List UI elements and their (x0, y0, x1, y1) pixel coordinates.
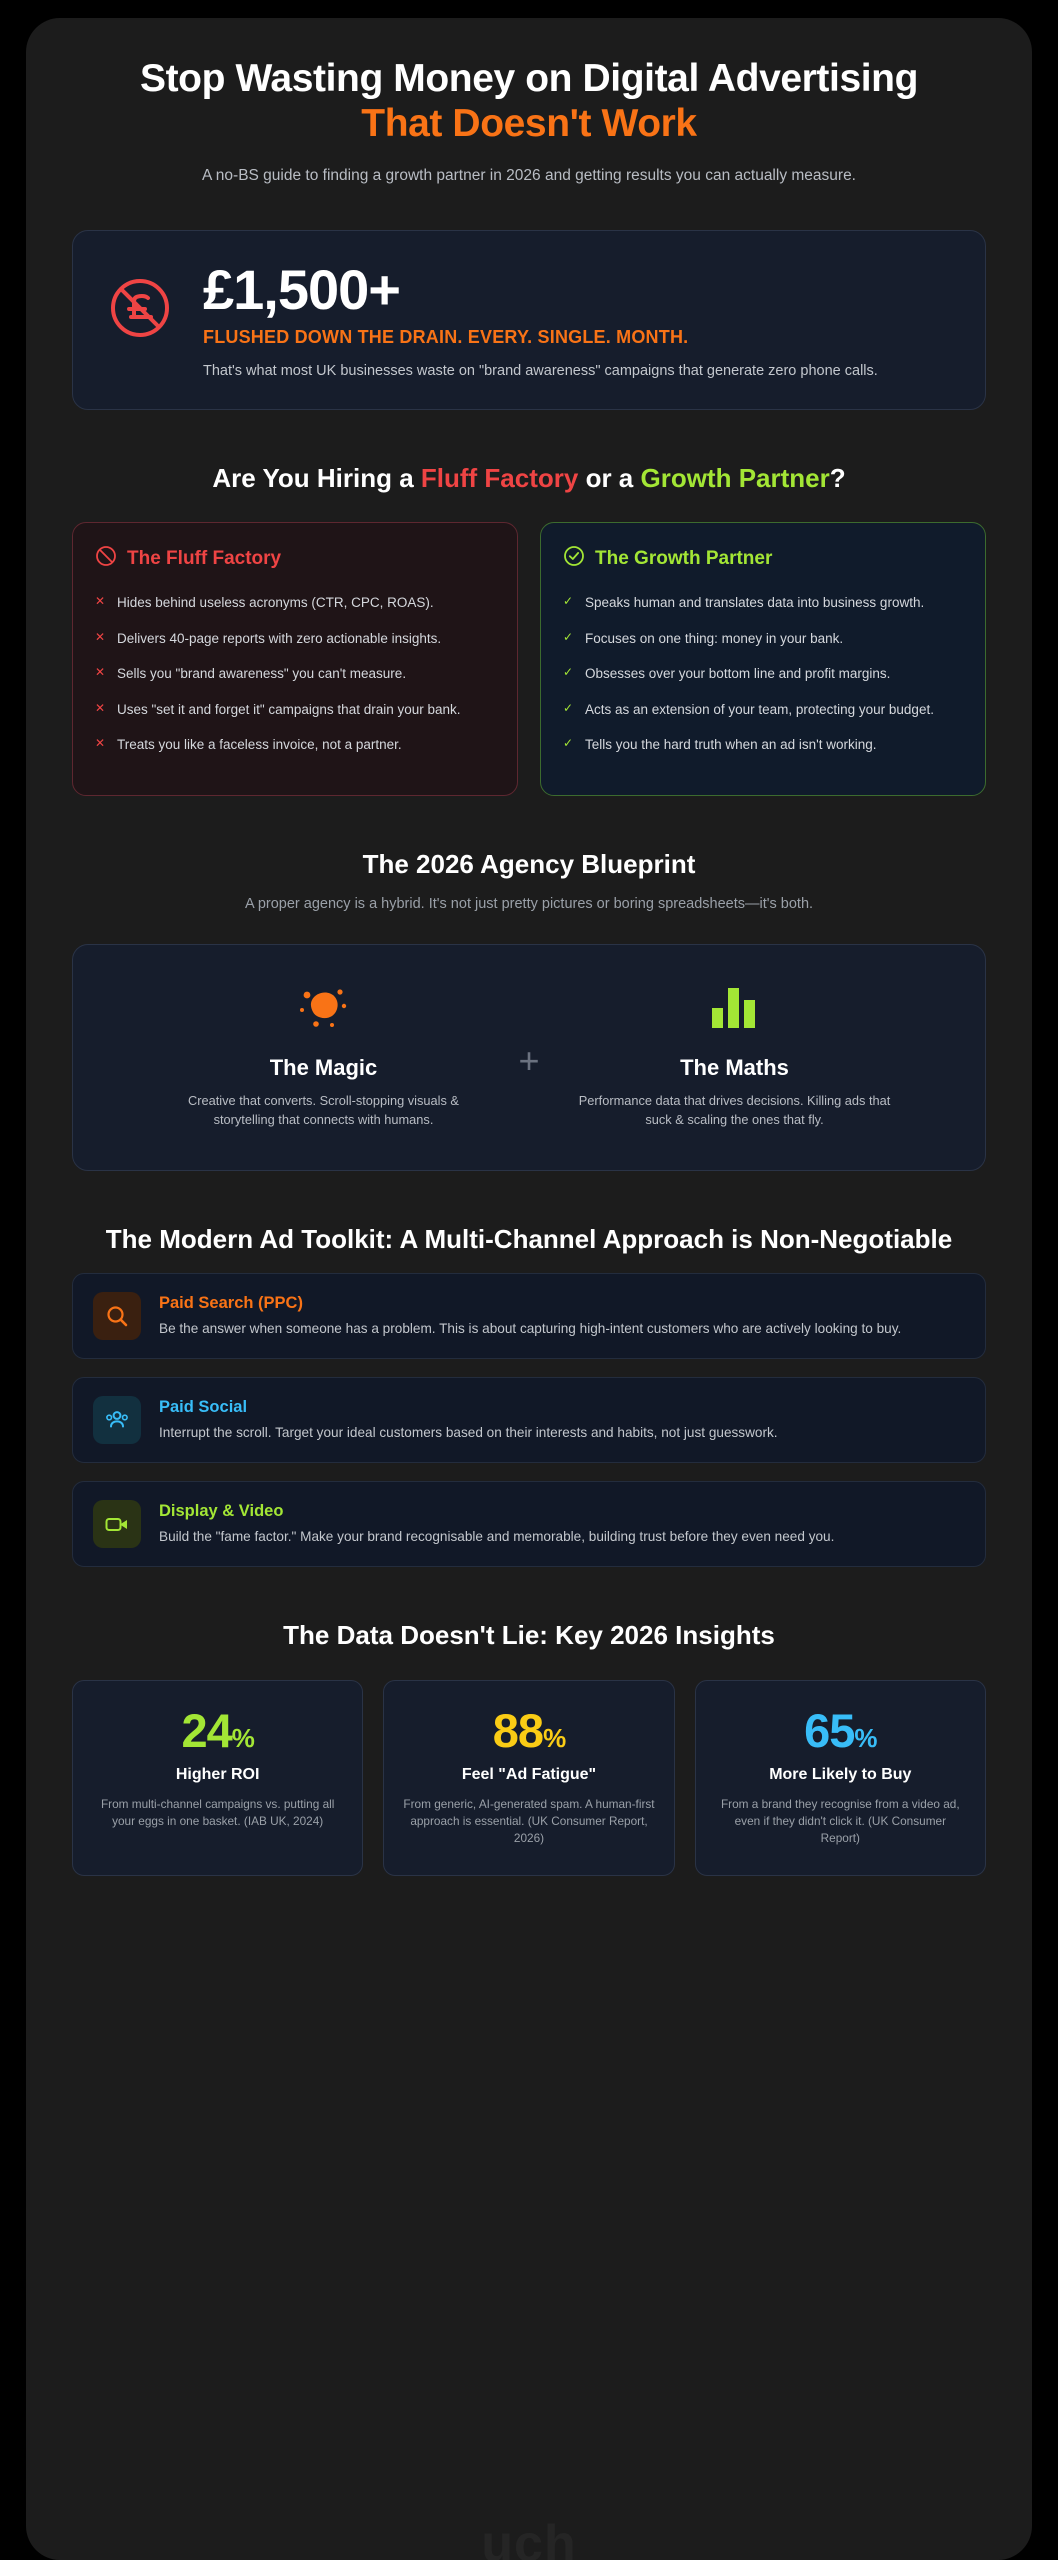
list-item-text: Speaks human and translates data into business growth. (585, 595, 925, 611)
watermark (481, 2514, 576, 2560)
plus-icon: + (518, 1040, 540, 1082)
stat-card-likely-to-buy (695, 1680, 986, 1876)
stat-number: 65 (804, 1703, 855, 1757)
list-item-text: Hides behind useless acronyms (CTR, CPC, ROAS). (117, 595, 434, 611)
video-camera-icon (93, 1500, 141, 1548)
blueprint-maths-title: The Maths (680, 1055, 789, 1081)
toolkit-item-text (159, 1292, 965, 1339)
blueprint-magic-title: The Magic (269, 1055, 378, 1081)
list-item (563, 664, 963, 684)
waste-text (203, 257, 955, 383)
waste-description: That's what most UK businesses waste on "brand awareness" campaigns that generate zero phone calls. (203, 362, 878, 379)
list-item-text: Delivers 40-page reports with zero actionable insights. (117, 630, 442, 646)
compare-heading-mid: or a (578, 462, 641, 493)
list-item (563, 700, 963, 720)
growth-partner-column (540, 522, 986, 796)
check-icon: ✓ (563, 665, 574, 680)
stat-percent: % (231, 1722, 254, 1753)
stat-label: Feel "Ad Fatigue" (461, 1765, 597, 1783)
stat-card-ad-fatigue (383, 1680, 674, 1876)
stat-note: From generic, AI-generated spam. A human-first approach is essential. (UK Consumer Report, 2026) (403, 1796, 655, 1845)
list-item-text: Acts as an extension of your team, protecting your budget. (585, 701, 934, 717)
compare-heading-pre: Are You Hiring a (212, 462, 421, 493)
blueprint-maths-desc: Performance data that drives decisions. Killing ads that suck & scaling the ones that fly. (578, 1093, 891, 1128)
stat-percent: % (543, 1722, 566, 1753)
blueprint-maths (570, 979, 900, 1129)
waste-kicker: FLUSHED DOWN THE DRAIN. EVERY. SINGLE. MONTH. (203, 326, 689, 347)
list-item-text: Tells you the hard truth when an ad isn't working. (585, 737, 877, 753)
check-icon: ✓ (563, 700, 574, 715)
blueprint-heading: The 2026 Agency Blueprint (362, 848, 696, 879)
toolkit-item-title: Display & Video (159, 1502, 284, 1521)
toolkit-heading: The Modern Ad Toolkit: A Multi-Channel Approach is Non-Negotiable (105, 1223, 953, 1254)
compare-heading-post: ? (829, 462, 846, 493)
compare-heading-red: Fluff Factory (420, 462, 579, 493)
bar-chart-icon (570, 979, 900, 1037)
growth-partner-list (563, 593, 963, 755)
hero-subtitle: A no-BS guide to finding a growth partner in 2026 and getting results you can actually measure. (202, 167, 856, 185)
list-item (95, 700, 495, 720)
compare-heading (72, 462, 986, 495)
fluff-factory-title-row (95, 545, 495, 573)
blueprint-panel (72, 944, 986, 1170)
growth-partner-title-row (563, 545, 963, 573)
users-icon (93, 1396, 141, 1444)
toolkit-item-display-video (72, 1481, 986, 1567)
list-item (95, 664, 495, 684)
x-icon: ✕ (95, 629, 106, 644)
list-item (95, 735, 495, 755)
toolkit-item-paid-search (72, 1273, 986, 1359)
insights-stats (72, 1680, 986, 1876)
x-icon: ✕ (95, 594, 106, 609)
list-item (563, 735, 963, 755)
stat-number-wrap (91, 1703, 344, 1757)
x-icon: ✕ (95, 736, 106, 751)
toolkit-item-paid-social (72, 1377, 986, 1463)
stat-number: 88 (492, 1703, 544, 1757)
paint-splash-icon (158, 979, 488, 1037)
list-item (95, 629, 495, 649)
infographic-card (26, 18, 1032, 2560)
list-item-text: Uses "set it and forget it" campaigns that drain your bank. (117, 701, 461, 717)
fluff-factory-title: The Fluff Factory (127, 548, 282, 570)
toolkit-item-desc: Be the answer when someone has a problem. This is about capturing high-intent customers who are actively looking to buy. (159, 1321, 902, 1337)
hero-title-line2: That Doesn't Work (361, 102, 697, 146)
growth-partner-title: The Growth Partner (595, 548, 773, 570)
list-item (95, 593, 495, 613)
toolkit-item-title: Paid Social (159, 1398, 248, 1417)
x-icon: ✕ (95, 665, 106, 680)
stat-label: More Likely to Buy (769, 1765, 912, 1783)
stat-number-wrap (402, 1703, 655, 1757)
stat-label: Higher ROI (175, 1765, 260, 1783)
check-circle-icon (563, 545, 585, 573)
check-icon: ✓ (563, 736, 574, 751)
list-item-text: Sells you "brand awareness" you can't measure. (117, 666, 407, 682)
waste-amount: £1,500+ (203, 257, 400, 321)
toolkit-item-title: Paid Search (PPC) (159, 1294, 303, 1313)
page-title (72, 56, 986, 146)
stat-note: From a brand they recognise from a video ad, even if they didn't click it. (UK Consumer Report) (720, 1796, 960, 1845)
waste-callout (72, 230, 986, 410)
list-item-text: Treats you like a faceless invoice, not a partner. (117, 737, 402, 753)
check-icon: ✓ (563, 594, 574, 609)
fluff-factory-list (95, 593, 495, 755)
compare-columns (72, 522, 986, 796)
x-icon: ✕ (95, 700, 106, 715)
fluff-factory-column (72, 522, 518, 796)
stat-note: From multi-channel campaigns vs. putting all your eggs in one basket. (IAB UK, 2024) (100, 1796, 335, 1828)
stat-card-roi (72, 1680, 363, 1876)
list-item (563, 593, 963, 613)
ban-icon (95, 545, 117, 573)
blueprint-magic (158, 979, 488, 1129)
compare-heading-green: Growth Partner (640, 462, 830, 493)
hero-title-line1: Stop Wasting Money on Digital Advertising (139, 57, 919, 100)
check-icon: ✓ (563, 629, 574, 644)
list-item-text: Obsesses over your bottom line and profit margins. (585, 666, 891, 682)
toolkit-item-text (159, 1500, 965, 1547)
no-money-icon (103, 271, 177, 345)
insights-heading: The Data Doesn't Lie: Key 2026 Insights (283, 1620, 775, 1651)
toolkit-item-desc: Interrupt the scroll. Target your ideal customers based on their interests and habits, not just guesswork. (159, 1425, 778, 1441)
list-item (563, 629, 963, 649)
list-item-text: Focuses on one thing: money in your bank. (585, 630, 844, 646)
toolkit-item-text (159, 1396, 965, 1443)
blueprint-magic-desc: Creative that converts. Scroll-stopping visuals & storytelling that connects with humans. (187, 1093, 459, 1128)
stat-number: 24 (181, 1703, 232, 1757)
stat-percent: % (854, 1722, 877, 1753)
magnifier-icon (93, 1292, 141, 1340)
blueprint-subheading: A proper agency is a hybrid. It's not just pretty pictures or boring spreadsheets—it's both. (244, 896, 814, 913)
stat-number-wrap (714, 1703, 967, 1757)
toolkit-item-desc: Build the "fame factor." Make your brand recognisable and memorable, building trust before they even need you. (159, 1529, 835, 1545)
